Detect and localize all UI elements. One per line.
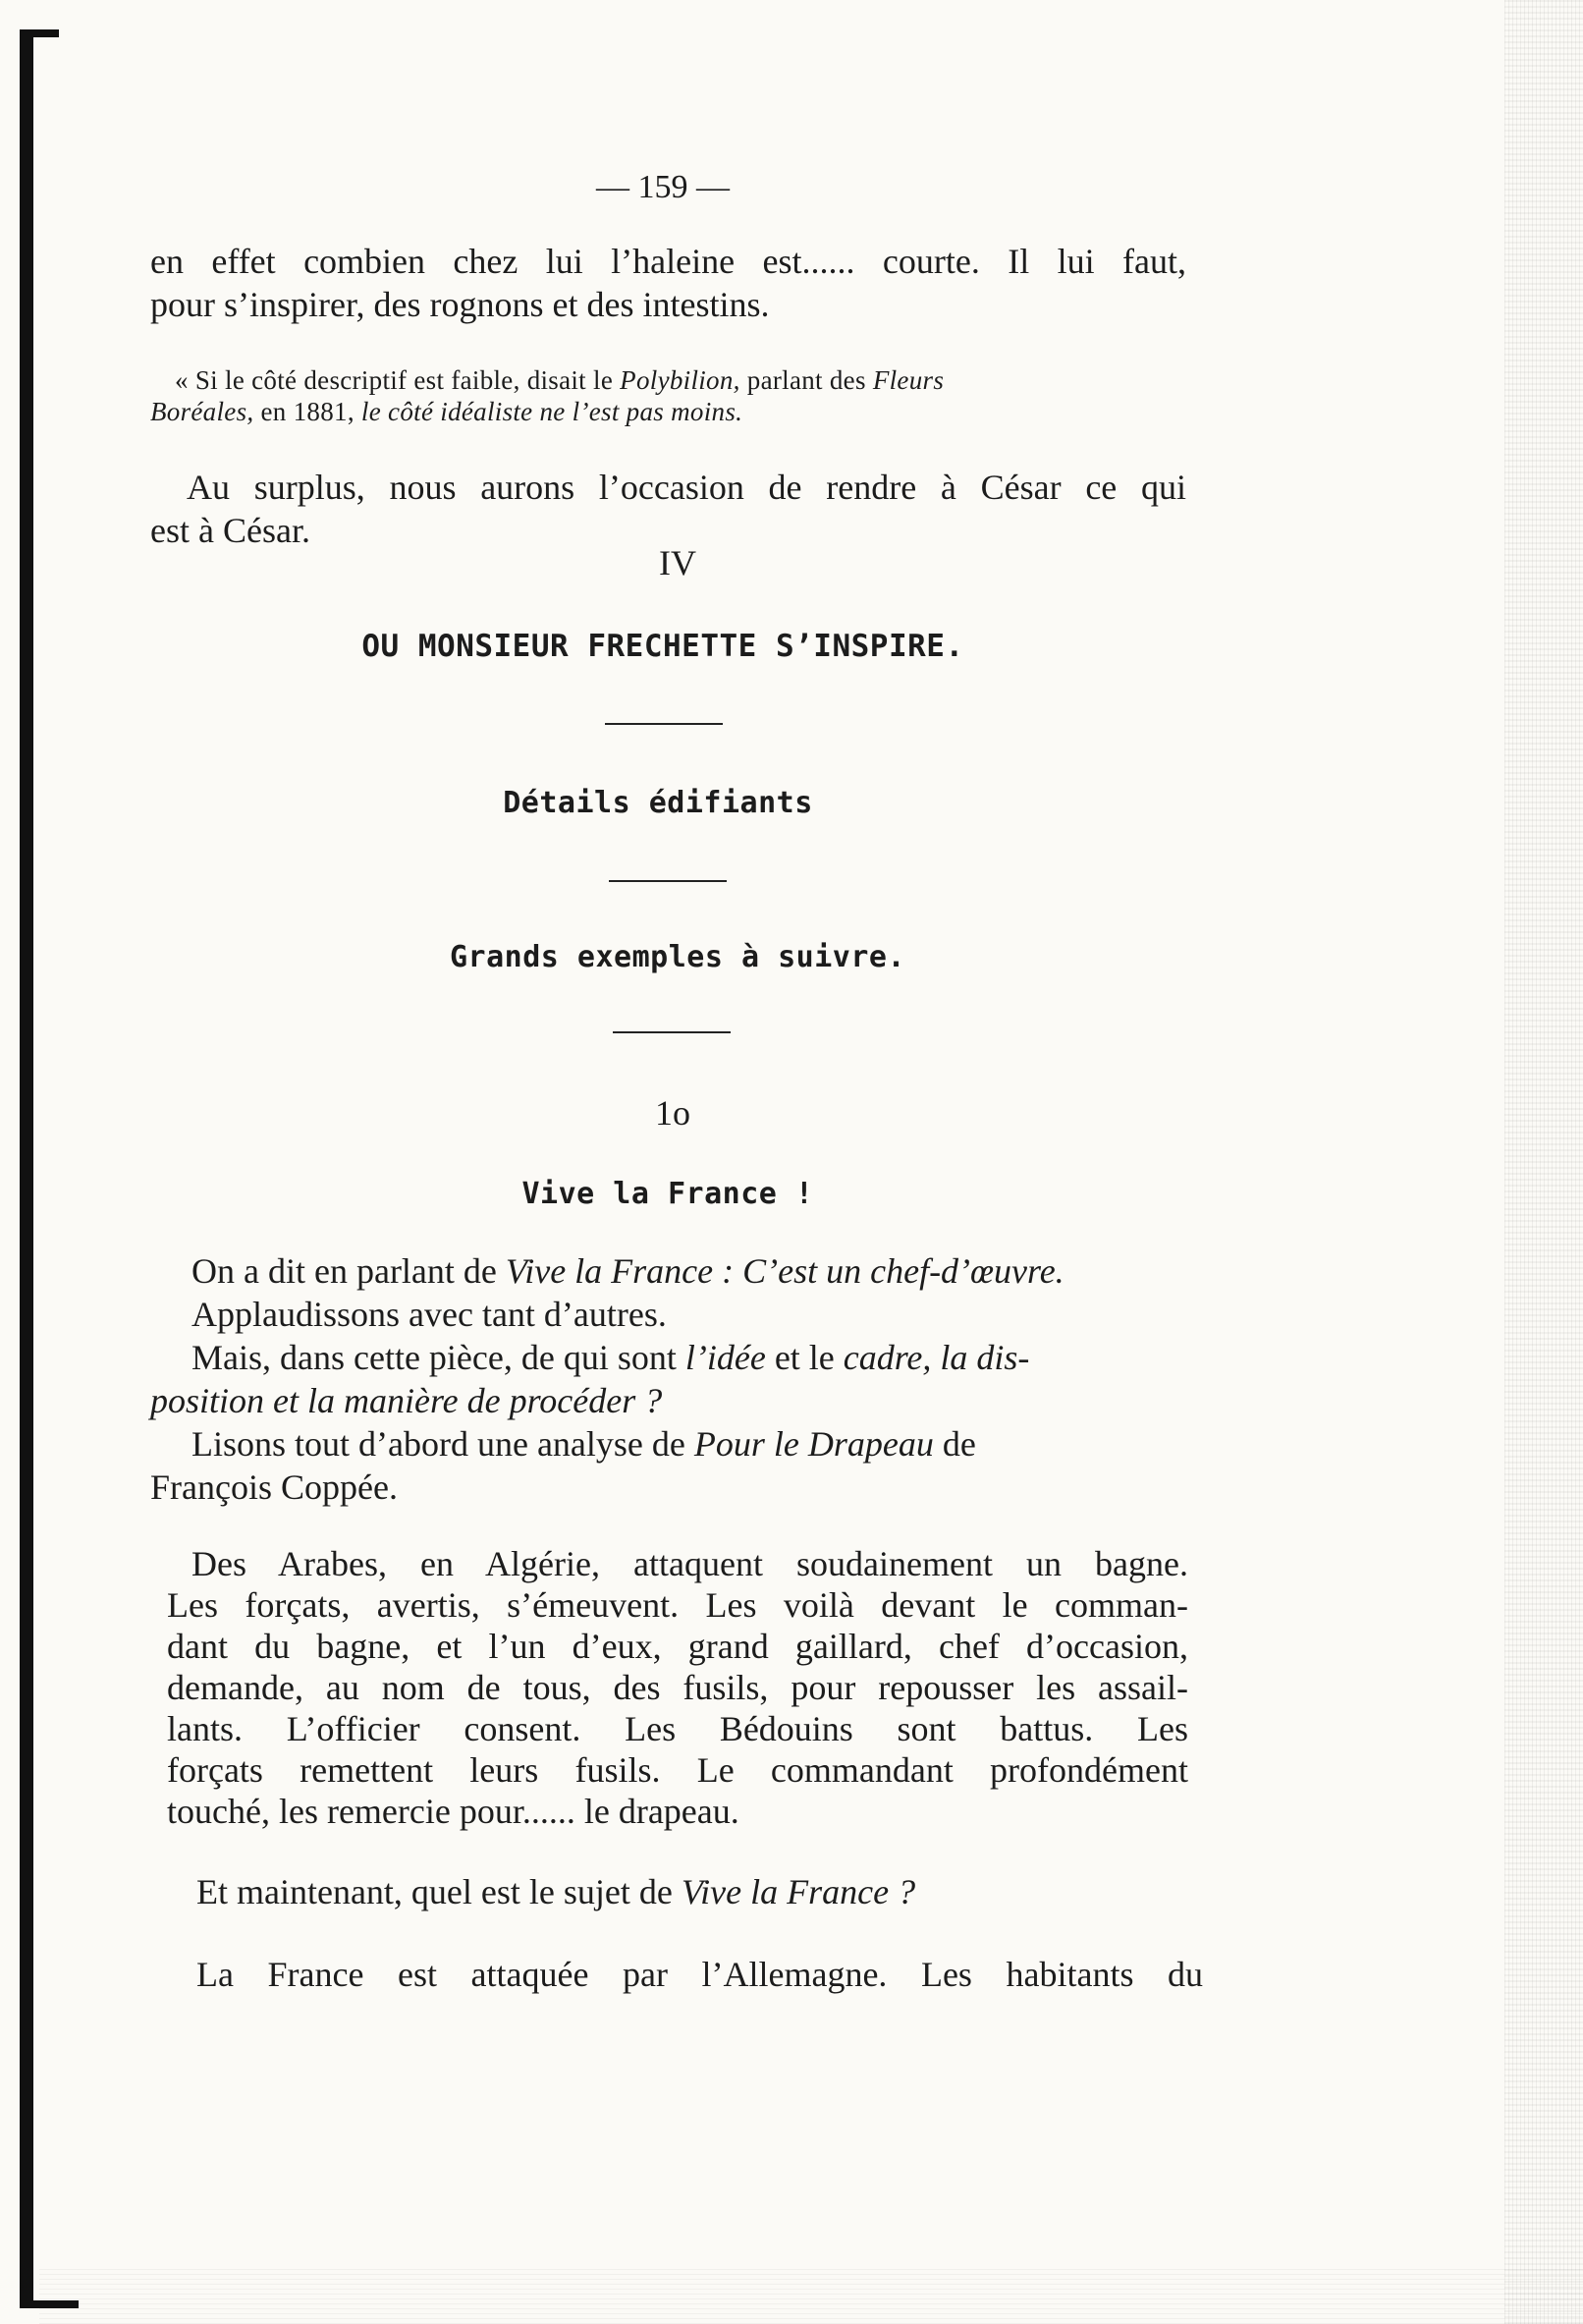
page-number: — 159 — <box>596 169 730 205</box>
section-number: IV <box>659 543 696 582</box>
para4-line3: dant du bagne, et l’un d’eux, grand gaillard, chef d’occasion, <box>167 1627 1188 1666</box>
para3-text: On a dit en parlant de <box>191 1251 506 1291</box>
para3-line3 <box>191 1336 1029 1379</box>
page-binding-edge <box>20 29 33 2308</box>
para3-text: et le <box>765 1338 844 1377</box>
quote-title: Boréales, <box>150 397 254 426</box>
para3-text: de <box>933 1424 976 1464</box>
quote-title: Fleurs <box>872 365 945 395</box>
quote-text-italic: le côté idéaliste ne l’est pas moins. <box>360 397 743 426</box>
section-title: OU MONSIEUR FRECHETTE S’INSPIRE. <box>361 629 964 664</box>
para4-line6: forçats remettent leurs fusils. Le commandant profondément <box>167 1750 1188 1790</box>
para4-line2: Les forçats, avertis, s’émeuvent. Les voilà devant le comman- <box>167 1585 1188 1625</box>
para3-text: Mais, dans cette pièce, de qui sont <box>191 1338 685 1377</box>
quote-text: parlant des <box>739 365 873 395</box>
separator-rule <box>609 880 727 882</box>
para5-text: Et maintenant, quel est le sujet de <box>196 1872 682 1911</box>
para2-line2: est à César. <box>150 511 310 550</box>
para2-line1: Au surplus, nous aurons l’occasion de rendre à César ce qui <box>187 468 1186 507</box>
para5-italic: Vive la France ? <box>681 1872 916 1911</box>
para3-text: Lisons tout d’abord une analyse de <box>191 1424 694 1464</box>
separator-rule <box>605 723 723 725</box>
para4-line7: touché, les remercie pour...... le drapeau. <box>167 1792 739 1831</box>
quote-line1 <box>175 365 1186 395</box>
para6-line1: La France est attaquée par l’Allemagne. Les habitants du <box>196 1955 1203 1994</box>
para3-line4 <box>150 1379 662 1422</box>
para4-line5: lants. L’officier consent. Les Bédouins sont battus. Les <box>167 1709 1188 1748</box>
para3-italic: l’idée <box>684 1338 766 1377</box>
para3-line5 <box>191 1422 976 1466</box>
scan-bottom-noise <box>39 2265 1583 2324</box>
quote-text: « Si le côté descriptif est faible, disait le <box>175 365 621 395</box>
para1-line1: en effet combien chez lui l’haleine est...... courte. Il lui faut, <box>150 242 1186 281</box>
separator-rule <box>613 1031 731 1033</box>
para5-line1 <box>196 1870 915 1913</box>
scan-edge-noise <box>1504 0 1583 2324</box>
item-number: 1o <box>655 1093 690 1133</box>
para3-italic: Vive la France : C’est un chef-d’œuvre. <box>505 1251 1064 1291</box>
para3-italic: cadre, la dis- <box>843 1338 1030 1377</box>
para4-line4: demande, au nom de tous, des fusils, pour repousser les assail- <box>167 1668 1188 1707</box>
para3-line2: Applaudissons avec tant d’autres. <box>191 1295 667 1334</box>
para4-line1: Des Arabes, en Algérie, attaquent soudainement un bagne. <box>191 1544 1188 1583</box>
para3-line6: François Coppée. <box>150 1467 398 1507</box>
subtitle-examples: Grands exemples à suivre. <box>449 940 906 974</box>
para3-italic: position et la manière de procéder ? <box>150 1381 663 1420</box>
para3-line1 <box>191 1249 1064 1293</box>
quote-source: Polybilion, <box>620 365 740 395</box>
para1-line2: pour s’inspirer, des rognons et des intestins. <box>150 285 770 324</box>
para3-italic: Pour le Drapeau <box>693 1424 934 1464</box>
item-title: Vive la France ! <box>521 1177 814 1211</box>
quote-text: en 1881, <box>253 397 361 426</box>
binding-top-mark <box>20 29 59 37</box>
subtitle-details: Détails édifiants <box>503 786 813 820</box>
quote-line2 <box>150 397 742 426</box>
